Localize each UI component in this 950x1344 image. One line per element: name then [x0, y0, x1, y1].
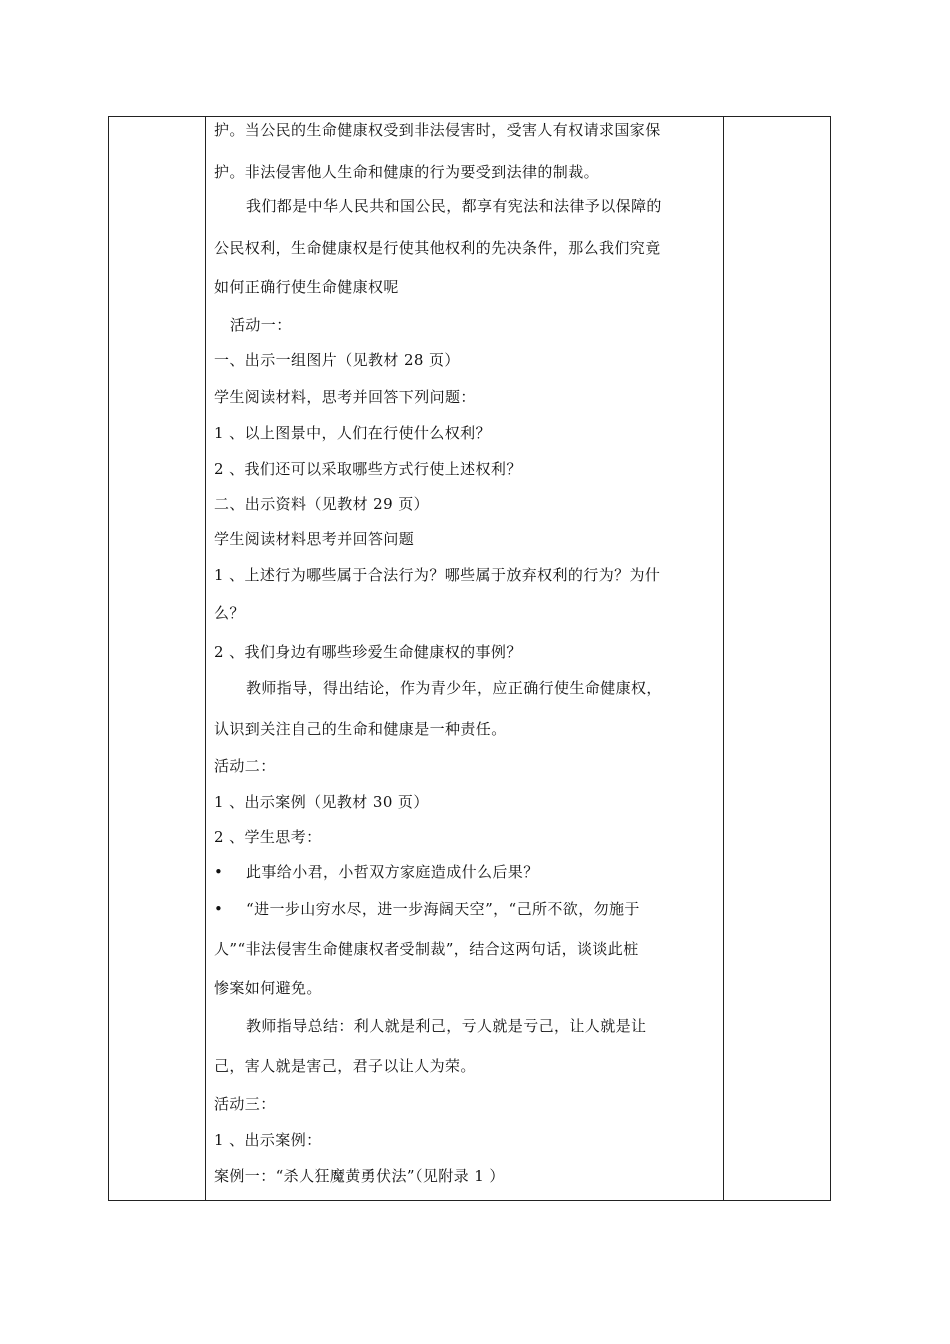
bullet-icon: • [214, 863, 224, 881]
question-line: 2 、我们身边有哪些珍爱生命健康权的事例？ [214, 643, 522, 661]
bullet-item [214, 899, 640, 919]
question-line: 1 、上述行为哪些属于合法行为？哪些属于放弃权利的行为？为什 [214, 566, 661, 584]
text-line: 1 、出示案例（见教材 30 页） [214, 793, 429, 811]
text-line: 教师指导总结：利人就是利己，亏人就是亏己，让人就是让 [246, 1017, 647, 1035]
text-line: 惨案如何避免。 [214, 979, 322, 997]
text-line: 教师指导，得出结论，作为青少年，应正确行使生命健康权， [246, 679, 662, 697]
question-line: 2 、我们还可以采取哪些方式行使上述权利？ [214, 460, 522, 478]
column-divider-right [723, 117, 724, 1200]
text-line: 1 、出示案例： [214, 1131, 322, 1149]
text-line: 2 、学生思考： [214, 828, 322, 846]
question-line: 1 、以上图景中，人们在行使什么权利？ [214, 424, 491, 442]
text-line: 护。非法侵害他人生命和健康的行为要受到法律的制裁。 [214, 163, 600, 181]
text-line: 二、出示资料（见教材 29 页） [214, 495, 430, 513]
text-line: 己，害人就是害己，君子以让人为荣。 [214, 1057, 476, 1075]
text-line: 护。当公民的生命健康权受到非法侵害时，受害人有权请求国家保 [214, 121, 661, 139]
text-line: 我们都是中华人民共和国公民，都享有宪法和法律予以保障的 [246, 197, 662, 215]
text-line: 认识到关注自己的生命和健康是一种责任。 [214, 720, 507, 738]
column-divider-left [205, 117, 206, 1200]
text-line: 案例一：“杀人狂魔黄勇伏法”（见附录 1 ） [214, 1167, 505, 1185]
text-line: 如何正确行使生命健康权呢 [214, 278, 399, 296]
activity-heading-two: 活动二： [214, 757, 276, 775]
text-line: 么？ [214, 604, 245, 622]
text-line: 学生阅读材料，思考并回答下列问题： [214, 388, 476, 406]
bullet-item [214, 862, 539, 882]
bullet-text: “进一步山穷水尽，进一步海阔天空”，“己所不欲，勿施于 [246, 900, 640, 918]
text-line: 公民权利，生命健康权是行使其他权利的先决条件，那么我们究竟 [214, 239, 661, 257]
text-line: 一、出示一组图片（见教材 28 页） [214, 351, 460, 369]
bullet-text: 此事给小君，小哲双方家庭造成什么后果？ [246, 863, 539, 881]
activity-heading-one: 活动一： [230, 316, 292, 334]
activity-heading-three: 活动三： [214, 1095, 276, 1113]
bullet-icon: • [214, 900, 224, 918]
text-line: 学生阅读材料思考并回答问题 [214, 530, 415, 548]
text-line: 人”“非法侵害生命健康权者受制裁”，结合这两句话，谈谈此桩 [214, 940, 639, 958]
